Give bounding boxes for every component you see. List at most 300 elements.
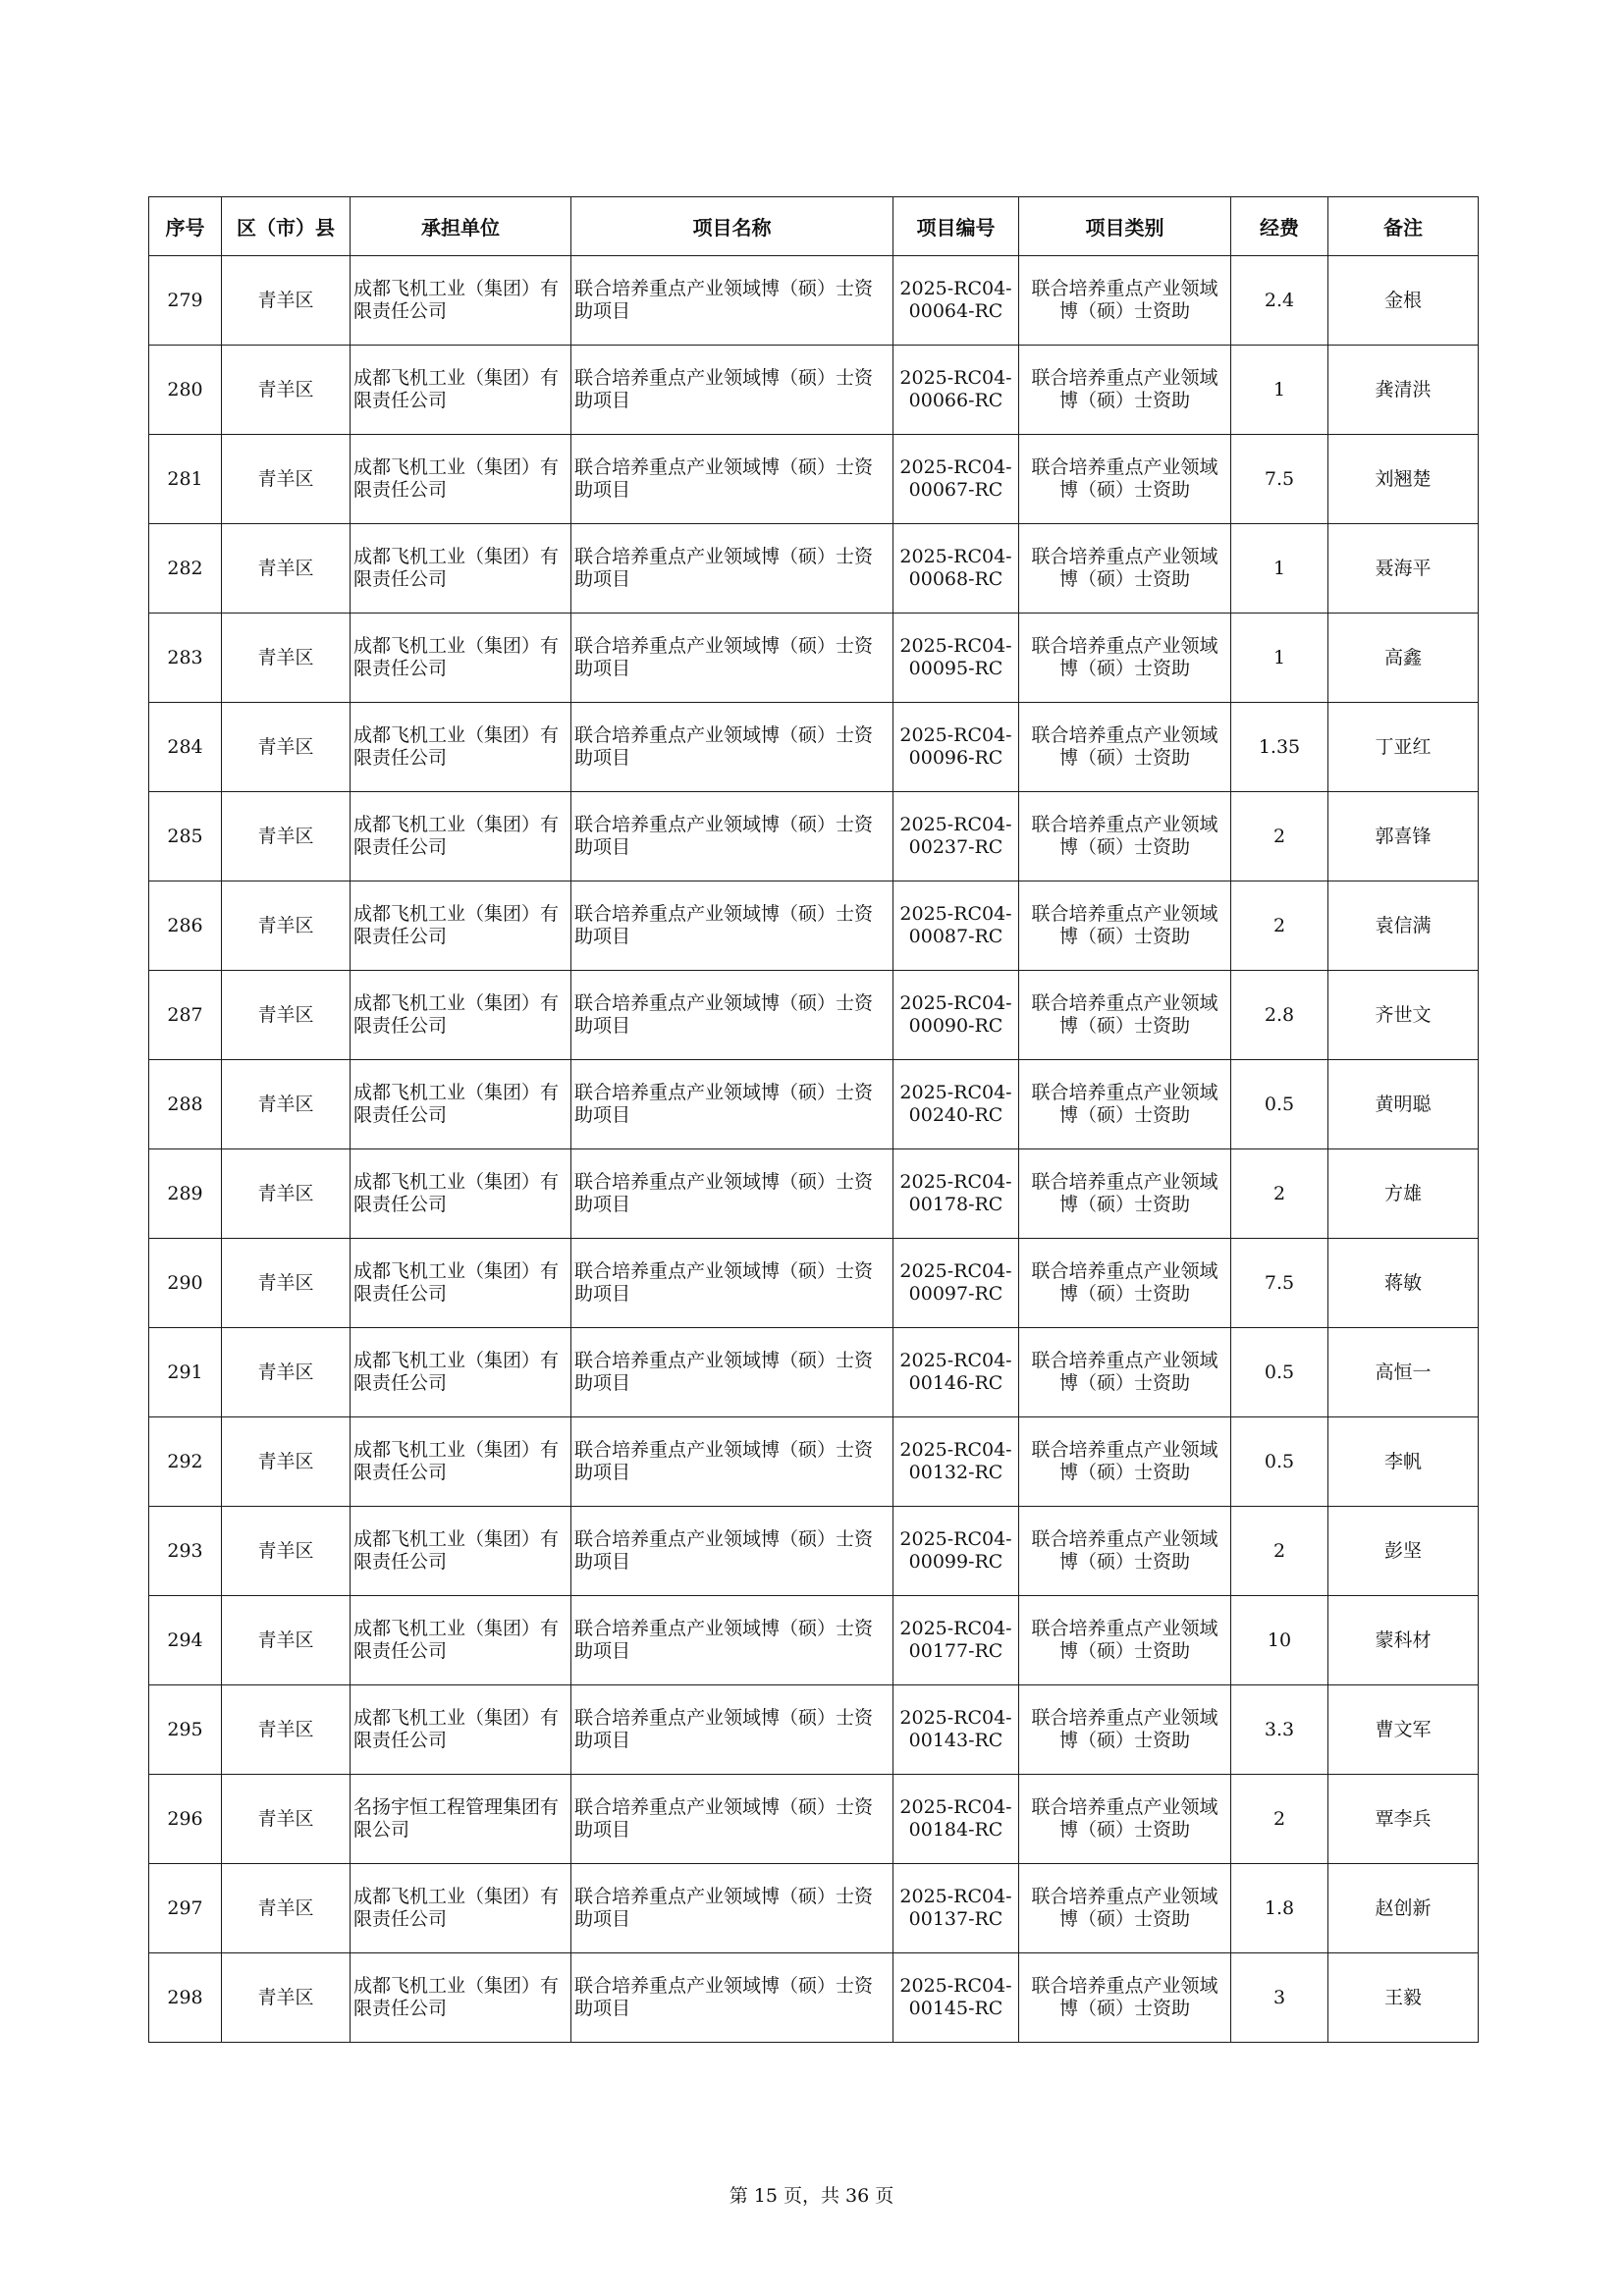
cell-project-code-text: 2025-RC04-00087-RC: [899, 903, 1012, 947]
cell-district: [222, 1149, 351, 1239]
cell-district-text: 青羊区: [257, 1986, 314, 2008]
cell-unit: [351, 346, 571, 435]
cell-unit-text: 成都飞机工业（集团）有限责任公司: [353, 724, 560, 769]
cell-no: [149, 1417, 222, 1507]
cell-remark-text: 覃李兵: [1375, 1807, 1432, 1830]
cell-district: [222, 1328, 351, 1417]
cell-project-code-text: 2025-RC04-00143-RC: [899, 1707, 1012, 1751]
cell-project-code: [893, 346, 1019, 435]
cell-project-category: [1019, 971, 1231, 1060]
cell-district-text: 青羊区: [257, 1361, 314, 1383]
cell-unit: [351, 1507, 571, 1596]
cell-project-name: [571, 524, 893, 614]
cell-project-name-text: 联合培养重点产业领域博（硕）士资助项目: [574, 1082, 874, 1126]
cell-project-category: [1019, 524, 1231, 614]
cell-remark-text: 高恒一: [1375, 1361, 1432, 1383]
cell-project-name-text: 联合培养重点产业领域博（硕）士资助项目: [574, 1618, 874, 1662]
cell-district: [222, 1864, 351, 1953]
cell-project-code-text: 2025-RC04-00178-RC: [899, 1171, 1012, 1215]
cell-unit: [351, 256, 571, 346]
cell-no-text: 291: [167, 1361, 203, 1383]
table-row: [149, 614, 1479, 703]
cell-district: [222, 1953, 351, 2043]
cell-unit: [351, 1239, 571, 1328]
cell-fund: [1231, 1596, 1328, 1685]
cell-unit: [351, 1596, 571, 1685]
cell-no-text: 293: [167, 1539, 203, 1562]
cell-project-name-text: 联合培养重点产业领域博（硕）士资助项目: [574, 546, 874, 590]
cell-unit: [351, 881, 571, 971]
cell-no: [149, 792, 222, 881]
cell-district-text: 青羊区: [257, 378, 314, 400]
cell-project-name-text: 联合培养重点产业领域博（硕）士资助项目: [574, 456, 874, 501]
cell-fund-text: 3: [1272, 1986, 1286, 2008]
cell-remark: [1328, 1596, 1479, 1685]
cell-fund: [1231, 1864, 1328, 1953]
cell-unit: [351, 1864, 571, 1953]
header-district: 区（市）县: [222, 197, 351, 256]
cell-project-category: [1019, 1685, 1231, 1775]
cell-unit: [351, 1953, 571, 2043]
cell-project-name: [571, 1328, 893, 1417]
cell-remark-text: 聂海平: [1375, 557, 1432, 579]
cell-unit: [351, 1328, 571, 1417]
cell-project-name: [571, 1149, 893, 1239]
table-row: [149, 524, 1479, 614]
cell-project-category-text: 联合培养重点产业领域博（硕）士资助: [1031, 635, 1218, 679]
cell-fund-text: 2: [1272, 1807, 1286, 1830]
cell-project-name: [571, 1417, 893, 1507]
cell-unit: [351, 1060, 571, 1149]
cell-fund-text: 10: [1267, 1629, 1292, 1651]
cell-district: [222, 346, 351, 435]
table-row: [149, 1417, 1479, 1507]
cell-project-code: [893, 1953, 1019, 2043]
cell-district-text: 青羊区: [257, 1182, 314, 1204]
cell-project-name-text: 联合培养重点产业领域博（硕）士资助项目: [574, 1528, 874, 1573]
cell-fund: [1231, 435, 1328, 524]
cell-fund-text: 1: [1272, 646, 1286, 668]
cell-project-name: [571, 256, 893, 346]
table-row: [149, 1328, 1479, 1417]
cell-fund-text: 1: [1272, 378, 1286, 400]
cell-project-category-text: 联合培养重点产业领域博（硕）士资助: [1031, 367, 1218, 411]
cell-project-code: [893, 1775, 1019, 1864]
cell-project-category-text: 联合培养重点产业领域博（硕）士资助: [1031, 1528, 1218, 1573]
cell-project-category: [1019, 1507, 1231, 1596]
header-fund: 经费: [1231, 197, 1328, 256]
cell-project-code: [893, 256, 1019, 346]
cell-project-category-text: 联合培养重点产业领域博（硕）士资助: [1031, 546, 1218, 590]
cell-project-name: [571, 1060, 893, 1149]
cell-project-category-text: 联合培养重点产业领域博（硕）士资助: [1031, 1886, 1218, 1930]
cell-project-name-text: 联合培养重点产业领域博（硕）士资助项目: [574, 903, 874, 947]
cell-remark: [1328, 346, 1479, 435]
cell-district: [222, 524, 351, 614]
cell-fund: [1231, 1953, 1328, 2043]
cell-no: [149, 1507, 222, 1596]
cell-project-name: [571, 1864, 893, 1953]
cell-project-code-text: 2025-RC04-00095-RC: [899, 635, 1012, 679]
cell-project-code-text: 2025-RC04-00137-RC: [899, 1886, 1012, 1930]
cell-project-name: [571, 1596, 893, 1685]
cell-remark-text: 蒋敏: [1383, 1271, 1422, 1294]
cell-district-text: 青羊区: [257, 735, 314, 758]
cell-project-category-text: 联合培养重点产业领域博（硕）士资助: [1031, 1975, 1218, 2019]
cell-remark-text: 刘翘楚: [1375, 467, 1432, 490]
cell-project-category: [1019, 1328, 1231, 1417]
cell-project-code: [893, 971, 1019, 1060]
cell-project-category: [1019, 1864, 1231, 1953]
cell-fund-text: 1: [1272, 557, 1286, 579]
cell-fund: [1231, 1328, 1328, 1417]
cell-project-name: [571, 792, 893, 881]
cell-unit: [351, 971, 571, 1060]
cell-remark: [1328, 614, 1479, 703]
cell-project-code-text: 2025-RC04-00145-RC: [899, 1975, 1012, 2019]
cell-project-code: [893, 1060, 1019, 1149]
table-row: [149, 1060, 1479, 1149]
cell-fund: [1231, 1149, 1328, 1239]
cell-no: [149, 1685, 222, 1775]
cell-project-category-text: 联合培养重点产业领域博（硕）士资助: [1031, 1618, 1218, 1662]
table-row: [149, 256, 1479, 346]
cell-project-code-text: 2025-RC04-00184-RC: [899, 1796, 1012, 1841]
cell-remark: [1328, 435, 1479, 524]
cell-unit-text: 名扬宇恒工程管理集团有限公司: [353, 1796, 560, 1841]
cell-project-category-text: 联合培养重点产业领域博（硕）士资助: [1031, 456, 1218, 501]
table-row: [149, 1775, 1479, 1864]
cell-no: [149, 1864, 222, 1953]
cell-project-category: [1019, 346, 1231, 435]
cell-project-code: [893, 881, 1019, 971]
cell-project-name-text: 联合培养重点产业领域博（硕）士资助项目: [574, 1260, 874, 1305]
table-body: [149, 256, 1479, 2043]
cell-project-code: [893, 792, 1019, 881]
table-row: [149, 1149, 1479, 1239]
cell-unit: [351, 1149, 571, 1239]
cell-no: [149, 1060, 222, 1149]
cell-fund-text: 2: [1272, 914, 1286, 936]
cell-unit: [351, 792, 571, 881]
cell-project-category-text: 联合培养重点产业领域博（硕）士资助: [1031, 903, 1218, 947]
cell-project-code: [893, 524, 1019, 614]
cell-project-category-text: 联合培养重点产业领域博（硕）士资助: [1031, 1260, 1218, 1305]
header-project-code: 项目编号: [893, 197, 1019, 256]
cell-project-category-text: 联合培养重点产业领域博（硕）士资助: [1031, 992, 1218, 1037]
cell-project-code-text: 2025-RC04-00240-RC: [899, 1082, 1012, 1126]
cell-district-text: 青羊区: [257, 1271, 314, 1294]
cell-district-text: 青羊区: [257, 1718, 314, 1740]
cell-unit: [351, 524, 571, 614]
cell-fund-text: 2: [1272, 1182, 1286, 1204]
cell-remark: [1328, 1775, 1479, 1864]
cell-fund-text: 2: [1272, 825, 1286, 847]
cell-project-name-text: 联合培养重点产业领域博（硕）士资助项目: [574, 1171, 874, 1215]
cell-district-text: 青羊区: [257, 646, 314, 668]
cell-project-name: [571, 1239, 893, 1328]
cell-project-code: [893, 703, 1019, 792]
cell-project-category: [1019, 1417, 1231, 1507]
cell-fund: [1231, 524, 1328, 614]
cell-fund-text: 0.5: [1264, 1093, 1295, 1115]
cell-project-code: [893, 435, 1019, 524]
cell-no-text: 296: [167, 1807, 203, 1830]
header-project-category: 项目类别: [1019, 197, 1231, 256]
cell-project-name-text: 联合培养重点产业领域博（硕）士资助项目: [574, 992, 874, 1037]
cell-project-code: [893, 1417, 1019, 1507]
cell-district: [222, 1775, 351, 1864]
cell-project-category: [1019, 256, 1231, 346]
cell-fund: [1231, 256, 1328, 346]
cell-remark: [1328, 1507, 1479, 1596]
cell-project-code: [893, 1507, 1019, 1596]
cell-no: [149, 346, 222, 435]
cell-unit-text: 成都飞机工业（集团）有限责任公司: [353, 546, 560, 590]
cell-project-name: [571, 346, 893, 435]
cell-fund-text: 0.5: [1264, 1361, 1295, 1383]
header-remark: 备注: [1328, 197, 1479, 256]
cell-no: [149, 524, 222, 614]
cell-project-code: [893, 614, 1019, 703]
table-row: [149, 792, 1479, 881]
cell-project-name: [571, 1953, 893, 2043]
cell-project-code-text: 2025-RC04-00064-RC: [899, 278, 1012, 322]
cell-project-name-text: 联合培养重点产业领域博（硕）士资助项目: [574, 635, 874, 679]
cell-project-name-text: 联合培养重点产业领域博（硕）士资助项目: [574, 724, 874, 769]
cell-no-text: 280: [167, 378, 203, 400]
cell-fund-text: 7.5: [1264, 467, 1295, 490]
cell-fund: [1231, 614, 1328, 703]
table-row: [149, 1507, 1479, 1596]
cell-unit-text: 成都飞机工业（集团）有限责任公司: [353, 635, 560, 679]
cell-project-category: [1019, 881, 1231, 971]
table-row: [149, 346, 1479, 435]
cell-district: [222, 435, 351, 524]
cell-project-category: [1019, 1060, 1231, 1149]
cell-project-name: [571, 1685, 893, 1775]
cell-district-text: 青羊区: [257, 1807, 314, 1830]
cell-project-category-text: 联合培养重点产业领域博（硕）士资助: [1031, 1796, 1218, 1841]
cell-unit-text: 成都飞机工业（集团）有限责任公司: [353, 1439, 560, 1483]
cell-fund: [1231, 1685, 1328, 1775]
cell-remark: [1328, 1864, 1479, 1953]
cell-district-text: 青羊区: [257, 825, 314, 847]
cell-fund: [1231, 1507, 1328, 1596]
cell-unit-text: 成都飞机工业（集团）有限责任公司: [353, 1260, 560, 1305]
cell-project-name-text: 联合培养重点产业领域博（硕）士资助项目: [574, 367, 874, 411]
cell-remark-text: 赵创新: [1375, 1896, 1432, 1919]
cell-district-text: 青羊区: [257, 289, 314, 311]
table-row: [149, 703, 1479, 792]
cell-project-name-text: 联合培养重点产业领域博（硕）士资助项目: [574, 814, 874, 858]
cell-fund-text: 2.4: [1264, 289, 1295, 311]
cell-no: [149, 881, 222, 971]
table-row: [149, 1864, 1479, 1953]
cell-unit: [351, 703, 571, 792]
cell-remark-text: 袁信满: [1375, 914, 1432, 936]
cell-unit-text: 成都飞机工业（集团）有限责任公司: [353, 1350, 560, 1394]
cell-remark: [1328, 792, 1479, 881]
cell-district-text: 青羊区: [257, 1539, 314, 1562]
cell-project-code-text: 2025-RC04-00099-RC: [899, 1528, 1012, 1573]
cell-district: [222, 1507, 351, 1596]
cell-project-category: [1019, 1149, 1231, 1239]
cell-remark-text: 王毅: [1383, 1986, 1422, 2008]
cell-no-text: 283: [167, 646, 203, 668]
cell-unit-text: 成都飞机工业（集团）有限责任公司: [353, 456, 560, 501]
cell-no-text: 282: [167, 557, 203, 579]
cell-unit-text: 成都飞机工业（集团）有限责任公司: [353, 1171, 560, 1215]
cell-project-name: [571, 881, 893, 971]
cell-project-code-text: 2025-RC04-00068-RC: [899, 546, 1012, 590]
cell-no: [149, 1149, 222, 1239]
cell-no: [149, 435, 222, 524]
cell-district-text: 青羊区: [257, 1003, 314, 1026]
cell-no-text: 290: [167, 1271, 203, 1294]
cell-remark-text: 郭喜锋: [1375, 825, 1432, 847]
table-row: [149, 1953, 1479, 2043]
cell-project-category: [1019, 1239, 1231, 1328]
cell-fund-text: 1.35: [1258, 735, 1301, 758]
table-row: [149, 1685, 1479, 1775]
cell-district: [222, 1417, 351, 1507]
cell-project-code-text: 2025-RC04-00132-RC: [899, 1439, 1012, 1483]
cell-fund: [1231, 1775, 1328, 1864]
cell-district-text: 青羊区: [257, 467, 314, 490]
cell-project-code: [893, 1149, 1019, 1239]
cell-district-text: 青羊区: [257, 914, 314, 936]
cell-remark: [1328, 1328, 1479, 1417]
cell-remark: [1328, 971, 1479, 1060]
cell-remark: [1328, 1685, 1479, 1775]
cell-no: [149, 614, 222, 703]
cell-district: [222, 614, 351, 703]
cell-project-name-text: 联合培养重点产业领域博（硕）士资助项目: [574, 278, 874, 322]
cell-unit-text: 成都飞机工业（集团）有限责任公司: [353, 1975, 560, 2019]
cell-remark: [1328, 703, 1479, 792]
cell-project-name-text: 联合培养重点产业领域博（硕）士资助项目: [574, 1886, 874, 1930]
cell-no-text: 294: [167, 1629, 203, 1651]
cell-no-text: 288: [167, 1093, 203, 1115]
cell-project-name-text: 联合培养重点产业领域博（硕）士资助项目: [574, 1439, 874, 1483]
cell-project-code: [893, 1328, 1019, 1417]
cell-remark: [1328, 256, 1479, 346]
cell-project-category-text: 联合培养重点产业领域博（硕）士资助: [1031, 724, 1218, 769]
table-row: [149, 1239, 1479, 1328]
cell-project-category: [1019, 1953, 1231, 2043]
cell-district-text: 青羊区: [257, 1896, 314, 1919]
cell-project-category: [1019, 792, 1231, 881]
cell-project-name-text: 联合培养重点产业领域博（硕）士资助项目: [574, 1796, 874, 1841]
cell-remark: [1328, 881, 1479, 971]
cell-unit: [351, 1417, 571, 1507]
cell-no: [149, 703, 222, 792]
cell-unit-text: 成都飞机工业（集团）有限责任公司: [353, 992, 560, 1037]
cell-no: [149, 1596, 222, 1685]
cell-project-name: [571, 703, 893, 792]
cell-project-category-text: 联合培养重点产业领域博（硕）士资助: [1031, 1082, 1218, 1126]
cell-unit-text: 成都飞机工业（集团）有限责任公司: [353, 1082, 560, 1126]
cell-remark: [1328, 1239, 1479, 1328]
cell-district: [222, 1596, 351, 1685]
cell-district-text: 青羊区: [257, 557, 314, 579]
cell-project-code-text: 2025-RC04-00237-RC: [899, 814, 1012, 858]
cell-fund-text: 2: [1272, 1539, 1286, 1562]
cell-no-text: 297: [167, 1896, 203, 1919]
cell-project-category: [1019, 1596, 1231, 1685]
cell-district: [222, 792, 351, 881]
cell-project-name-text: 联合培养重点产业领域博（硕）士资助项目: [574, 1350, 874, 1394]
cell-project-category-text: 联合培养重点产业领域博（硕）士资助: [1031, 1350, 1218, 1394]
cell-project-category: [1019, 1775, 1231, 1864]
cell-district: [222, 971, 351, 1060]
cell-project-name: [571, 435, 893, 524]
cell-unit-text: 成都飞机工业（集团）有限责任公司: [353, 814, 560, 858]
table-row: [149, 1596, 1479, 1685]
cell-fund: [1231, 703, 1328, 792]
cell-fund-text: 0.5: [1264, 1450, 1295, 1472]
header-project-name: 项目名称: [571, 197, 893, 256]
cell-unit-text: 成都飞机工业（集团）有限责任公司: [353, 903, 560, 947]
header-unit: 承担单位: [351, 197, 571, 256]
cell-project-category-text: 联合培养重点产业领域博（硕）士资助: [1031, 814, 1218, 858]
table-row: [149, 971, 1479, 1060]
funding-table: [148, 196, 1479, 2043]
cell-project-code-text: 2025-RC04-00177-RC: [899, 1618, 1012, 1662]
cell-project-category-text: 联合培养重点产业领域博（硕）士资助: [1031, 1707, 1218, 1751]
table-header-row: [149, 197, 1479, 256]
cell-remark-text: 李帆: [1383, 1450, 1422, 1472]
cell-project-name: [571, 971, 893, 1060]
cell-district: [222, 881, 351, 971]
cell-no-text: 289: [167, 1182, 203, 1204]
cell-unit: [351, 435, 571, 524]
cell-unit-text: 成都飞机工业（集团）有限责任公司: [353, 1886, 560, 1930]
cell-fund-text: 2.8: [1264, 1003, 1295, 1026]
cell-project-category-text: 联合培养重点产业领域博（硕）士资助: [1031, 1439, 1218, 1483]
cell-unit-text: 成都飞机工业（集团）有限责任公司: [353, 278, 560, 322]
cell-remark-text: 蒙科材: [1375, 1629, 1432, 1651]
cell-project-category: [1019, 703, 1231, 792]
cell-fund-text: 3.3: [1264, 1718, 1295, 1740]
cell-fund: [1231, 792, 1328, 881]
cell-remark: [1328, 1149, 1479, 1239]
cell-remark-text: 齐世文: [1375, 1003, 1432, 1026]
cell-project-code: [893, 1596, 1019, 1685]
cell-no-text: 295: [167, 1718, 203, 1740]
cell-project-code-text: 2025-RC04-00097-RC: [899, 1260, 1012, 1305]
cell-remark-text: 金根: [1383, 289, 1422, 311]
cell-no-text: 285: [167, 825, 203, 847]
cell-project-name-text: 联合培养重点产业领域博（硕）士资助项目: [574, 1707, 874, 1751]
cell-district: [222, 256, 351, 346]
cell-no-text: 281: [167, 467, 203, 490]
cell-unit-text: 成都飞机工业（集团）有限责任公司: [353, 1707, 560, 1751]
table-row: [149, 435, 1479, 524]
cell-no-text: 284: [167, 735, 203, 758]
cell-remark-text: 曹文军: [1375, 1718, 1432, 1740]
cell-no-text: 279: [167, 289, 203, 311]
cell-no-text: 292: [167, 1450, 203, 1472]
cell-project-code-text: 2025-RC04-00067-RC: [899, 456, 1012, 501]
cell-no: [149, 1328, 222, 1417]
cell-unit-text: 成都飞机工业（集团）有限责任公司: [353, 367, 560, 411]
cell-project-name: [571, 1775, 893, 1864]
cell-fund-text: 7.5: [1264, 1271, 1295, 1294]
cell-no-text: 286: [167, 914, 203, 936]
cell-project-category-text: 联合培养重点产业领域博（硕）士资助: [1031, 1171, 1218, 1215]
